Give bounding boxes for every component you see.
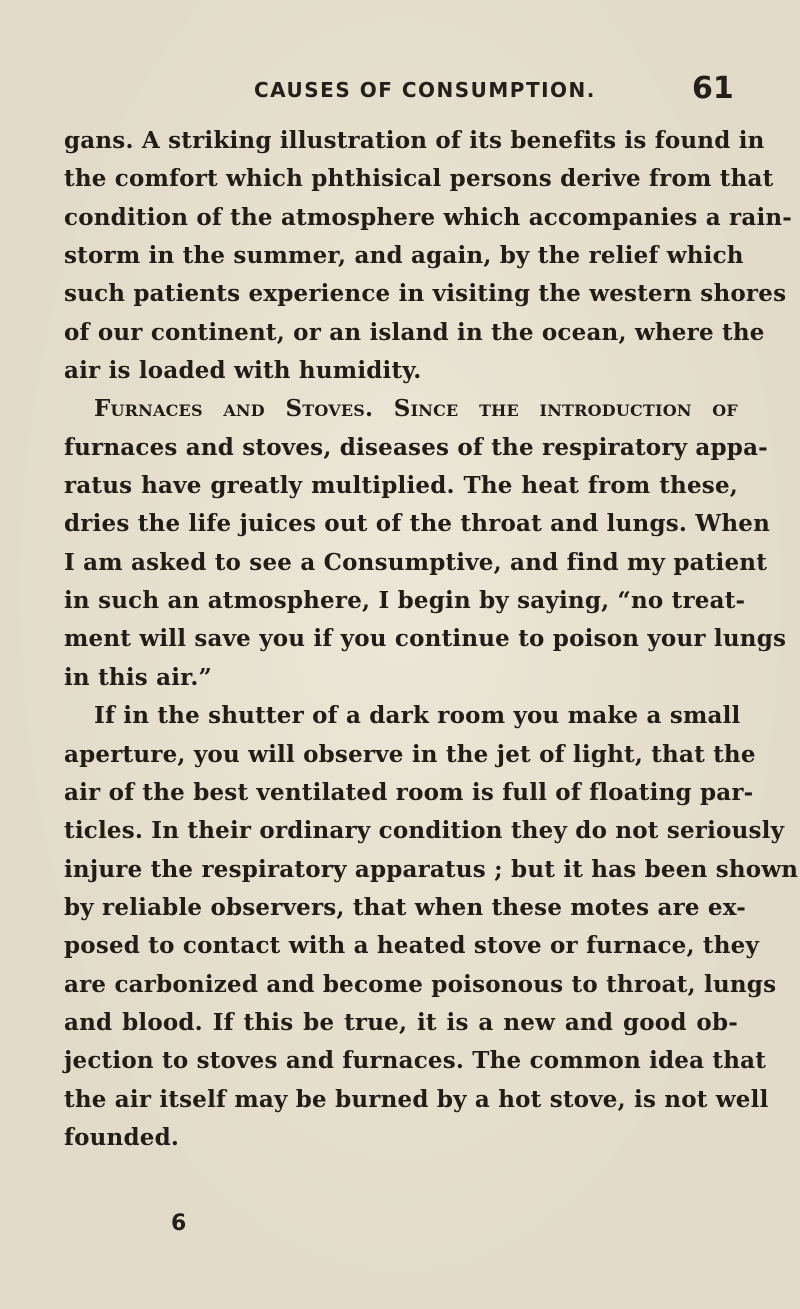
text-line: of our continent, or an island in the ocean, where the	[64, 318, 765, 346]
text-line: ticles. In their ordinary condition they do not seriously	[64, 817, 785, 845]
text-line: gans. A striking illustration of its benefits is found in	[64, 127, 765, 154]
text-line: dries the life juices out of the throat and lungs. When	[64, 510, 771, 538]
running-title: CAUSES OF CONSUMPTION.	[254, 78, 596, 102]
text-line: founded.	[64, 1123, 180, 1151]
body-text	[64, 122, 799, 1157]
text-line: aperture, you will observe in the jet of light, that the	[64, 740, 756, 768]
text-line: in this air.”	[64, 663, 212, 691]
text-line: I am asked to see a Consumptive, and find my patient	[64, 548, 768, 576]
text-line: jection to stoves and furnaces. The common idea that	[64, 1047, 767, 1075]
text-line: storm in the summer, and again, by the relief which	[64, 242, 744, 270]
page-number: 61	[692, 71, 734, 106]
running-head	[0, 70, 800, 110]
text-line: posed to contact with a heated stove or furnace, they	[64, 932, 760, 960]
text-line: such patients experience in visiting the western shores	[64, 280, 787, 308]
signature-mark: 6	[171, 1211, 187, 1236]
text-line: If in the shutter of a dark room you make a small	[94, 702, 741, 730]
text-line: ratus have greatly multiplied. The heat from these,	[64, 472, 738, 500]
text-line: air of the best ventilated room is full of floating par-	[64, 778, 754, 806]
text-line: condition of the atmosphere which accompanies a rain-	[64, 203, 793, 231]
text-line: the comfort which phthisical persons derive from that	[64, 165, 774, 193]
text-line: ment will save you if you continue to poison your lungs	[64, 625, 787, 653]
section-heading-line	[64, 390, 738, 428]
text-line: by reliable observers, that when these motes are ex-	[64, 893, 747, 921]
text-line: air is loaded with humidity.	[64, 357, 422, 385]
text-line: injure the respiratory apparatus ; but it has been shown	[64, 855, 799, 883]
text-line: and blood. If this be true, it is a new and good ob-	[64, 1008, 738, 1036]
text-line: furnaces and stoves, diseases of the respiratory appa-	[64, 433, 768, 461]
text-line: in such an atmosphere, I begin by saying, “no treat-	[64, 587, 746, 615]
text-line: Furnaces and Stoves. Since the introduction of	[94, 395, 738, 423]
text-line: are carbonized and become poisonous to throat, lungs	[64, 970, 777, 998]
text-line: the air itself may be burned by a hot stove, is not well	[64, 1085, 769, 1113]
